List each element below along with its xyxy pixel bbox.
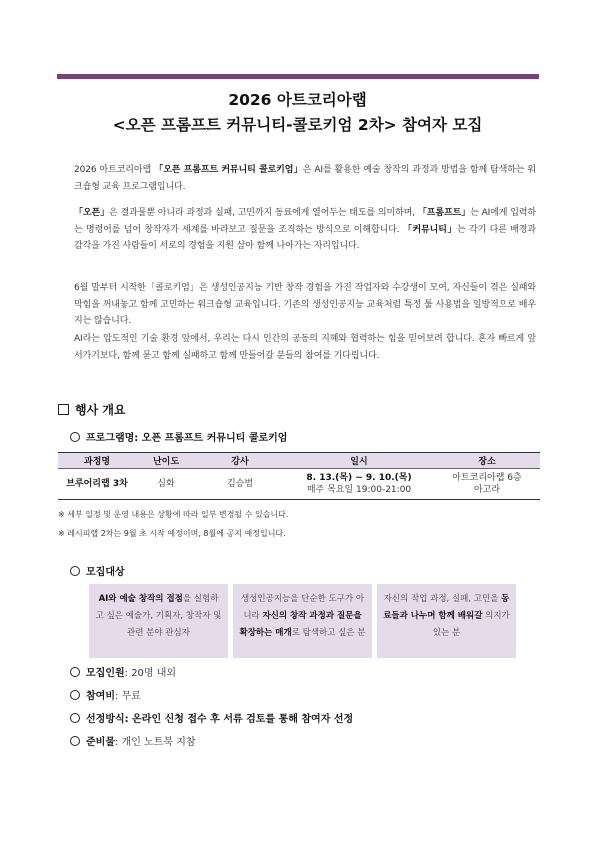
target-box-2: 생성인공지능을 단순한 도구가 아니라 자신의 창작 과정과 질문을 확장하는 매개로 탐색하고 싶은 분 — [233, 584, 372, 658]
circle-bullet-icon — [70, 713, 80, 723]
overview-heading: 행사 개요 — [58, 401, 126, 418]
participation-fee: 참여비: 무료 — [70, 687, 141, 702]
accent-bar — [57, 74, 539, 79]
schedule-table — [58, 452, 540, 500]
table-header-instructor: 강사 — [196, 453, 284, 469]
target-boxes — [89, 584, 517, 658]
target-box-1: AI와 예술 창작의 접점을 실험하고 싶은 예술가, 기획자, 창작자 및 관련 분야 관심자 — [89, 584, 228, 658]
circle-bullet-icon — [70, 690, 80, 700]
square-bullet-icon — [58, 404, 69, 415]
target-heading: 모집대상 — [70, 563, 125, 578]
circle-bullet-icon — [70, 432, 80, 442]
schedule-note-2: ※ 레시피랩 2차는 9월 초 시작 예정이며, 8월에 공지 예정입니다. — [58, 529, 286, 538]
table-header-level: 난이도 — [136, 453, 196, 469]
circle-bullet-icon — [70, 736, 80, 746]
table-header-course: 과정명 — [58, 453, 136, 469]
intro-paragraph-3: 6월 말부터 시작한「콜로키엄」은 생성인공지능 기반 창작 경험을 가진 작업자와 수강생이 모여, 자신들이 겪은 실패와 막힘을 꺼내놓고 함께 고민하는 워크숍형 교육입니다. 기존의 생성인공지능 교육처럼 특정 툴 사용법을 일방적으로 배우지는 않습니다. — [74, 283, 536, 326]
target-box-3: 자신의 작업 과정, 실패, 고민을 동료들과 나누며 함께 배워갈 의지가 있는 분 — [377, 584, 516, 658]
table-cell-date: 8. 13.(목) ~ 9. 10.(목) 매주 목요일 19:00-21:00 — [284, 469, 434, 500]
table-cell-instructor: 김승범 — [196, 469, 284, 500]
program-name: 프로그램명: 오픈 프롬프트 커뮤니티 콜로키엄 — [70, 429, 287, 444]
schedule-note-1: ※ 세부 일정 및 운영 내용은 상황에 따라 일부 변경될 수 있습니다. — [58, 510, 289, 519]
circle-bullet-icon — [70, 667, 80, 677]
supplies: 준비물: 개인 노트북 지참 — [70, 733, 196, 748]
table-cell-place: 아트코리아랩 6층 아고라 — [434, 469, 540, 500]
intro-paragraph-4: AI라는 압도적인 기술 환경 앞에서, 우리는 다시 인간의 공동의 지혜와 협력하는 힘을 믿어보려 합니다. 혼자 빠르게 앞서가기보다, 함께 묻고 함께 실패하고 함께 만들어갈 분들의 참여를 기다립니다. — [74, 334, 536, 361]
table-cell-course: 브루어리랩 3차 — [58, 469, 136, 500]
circle-bullet-icon — [70, 566, 80, 576]
page-subtitle: <오픈 프롬프트 커뮤니티-콜로키엄 2차> 참여자 모집 — [112, 116, 483, 134]
table-cell-level: 심화 — [136, 469, 196, 500]
table-header-place: 장소 — [434, 453, 540, 469]
table-header-date: 일시 — [284, 453, 434, 469]
intro-paragraph-2: 「오픈」은 결과물뿐 아니라 과정과 실패, 고민까지 동료에게 열어두는 태도를 의미하며, 「프롬프트」는 AI에게 입력하는 명령어를 넘어 창작자가 세계를 바라보고 질문을 조직하는 방식으로 이해합니다. 「커뮤니티」는 각기 다른 배경과 감각을 가진 사람들이 서로의 경험을 지원 삼아 함께 나아가는 자리입니다. — [74, 208, 536, 251]
recruit-count: 모집인원: 20명 내외 — [70, 664, 176, 679]
selection-method: 선정방식: 온라인 신청 접수 후 서류 검토를 통해 참여자 선정 — [70, 710, 353, 725]
table-header-row — [58, 453, 540, 469]
intro-paragraph-1: 2026 아트코리아랩 「오픈 프롬프트 커뮤니티 콜로키엄」은 AI를 활용한 예술 창작의 과정과 방법을 함께 탐색하는 워크숍형 교육 프로그램입니다. — [74, 165, 537, 192]
table-row — [58, 469, 540, 500]
page-title: 2026 아트코리아랩 — [228, 91, 367, 109]
